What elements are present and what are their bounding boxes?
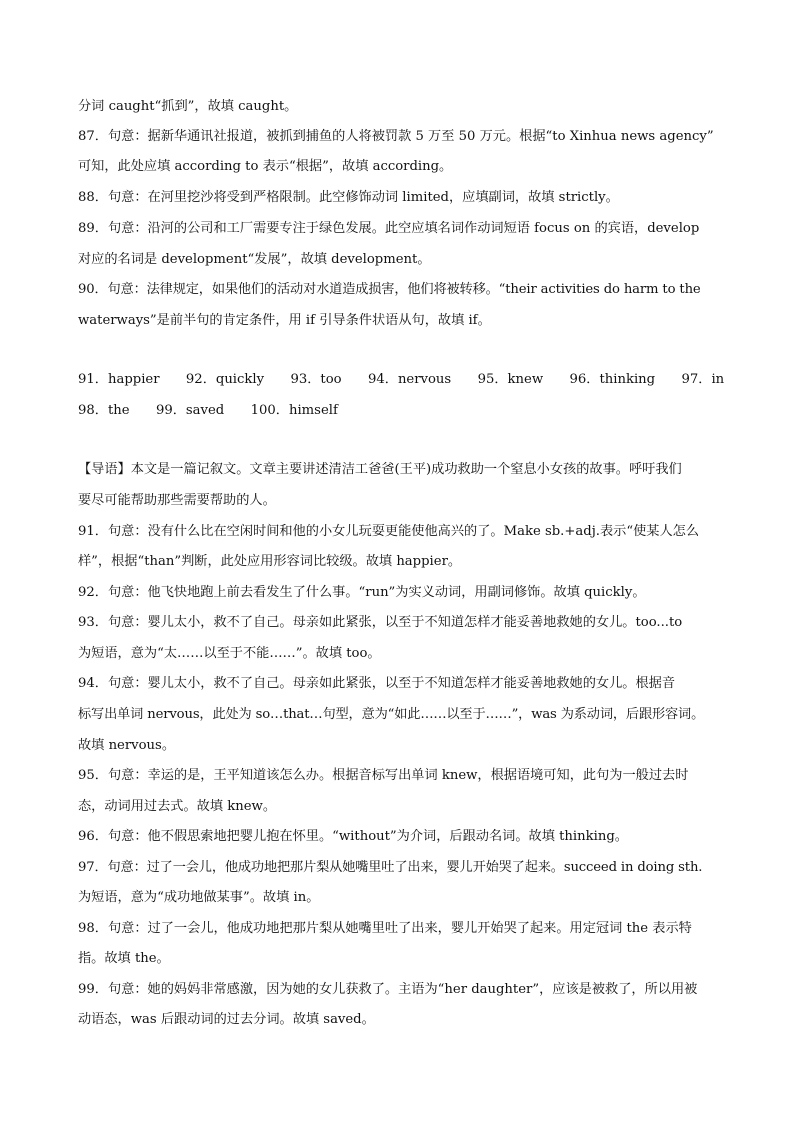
text-line: 指。故填 the。 xyxy=(78,951,170,966)
text-line: 88．句意：在河里挖沙将受到严格限制。此空修饰动词 limited，应填副词，故填 strictly。 xyxy=(78,190,619,205)
text-line: 为短语，意为“成功地做某事”。故填 in。 xyxy=(78,890,320,905)
text-line: 99．句意：她的妈妈非常感激，因为她的女儿获救了。主语为“her daughter”，应该是被救了，所以用被 xyxy=(78,982,698,997)
text-line: 可知，此处应填 according to 表示“根据”，故填 according。 xyxy=(78,159,453,174)
text-line: 92．句意：他飞快地跑上前去看发生了什么事。“run”为实义动词，用副词修饰。故填 quickly。 xyxy=(78,585,646,600)
text-line: 对应的名词是 development“发展”，故填 development。 xyxy=(78,252,431,267)
answer-line: 91．happier 92．quickly 93．too 94．nervous 95．knew 96．thinking 97．in xyxy=(78,372,725,387)
text-line: 分词 caught“抓到”，故填 caught。 xyxy=(78,99,298,114)
text-line: 动语态，was 后跟动词的过去分词。故填 saved。 xyxy=(78,1012,375,1027)
text-line: 标写出单词 nervous，此处为 so…that…句型，意为“如此……以至于……”，was 为系动词，后跟形容词。 xyxy=(78,707,705,722)
text-line: 94．句意：婴儿太小，救不了自己。母亲如此紧张，以至于不知道怎样才能妥善地救她的女儿。根据音 xyxy=(78,676,676,691)
text-line: 98．句意：过了一会儿，他成功地把那片梨从她嘴里吐了出来，婴儿开始哭了起来。用定冠词 the 表示特 xyxy=(78,921,692,936)
text-line: 态，动词用过去式。故填 knew。 xyxy=(78,799,277,814)
text-line: waterways”是前半句的肯定条件，用 if 引导条件状语从句，故填 if。 xyxy=(78,313,491,328)
text-line: 87．句意：据新华通讯社报道，被抓到捕鱼的人将被罚款 5 万至 50 万元。根据“to Xinhua news agency” xyxy=(78,129,714,144)
text-line: 93．句意：婴儿太小，救不了自己。母亲如此紧张，以至于不知道怎样才能妥善地救她的女儿。too...to xyxy=(78,615,683,630)
answer-line: 98．the 99．saved 100．himself xyxy=(78,403,338,418)
text-line: 97．句意：过了一会儿，他成功地把那片梨从她嘴里吐了出来，婴儿开始哭了起来。succeed in doing sth. xyxy=(78,860,703,875)
text-line: 要尽可能帮助那些需要帮助的人。 xyxy=(78,493,276,508)
text-line: 96．句意：他不假思索地把婴儿抱在怀里。“without”为介词，后跟动名词。故填 thinking。 xyxy=(78,829,628,844)
text-line: 90．句意：法律规定，如果他们的活动对水道造成损害，他们将被转移。“their activities do harm to the xyxy=(78,282,701,297)
text-line: 故填 nervous。 xyxy=(78,738,176,753)
text-line: 89．句意：沿河的公司和工厂需要专注于绿色发展。此空应填名词作动词短语 focus on 的宾语，develop xyxy=(78,221,700,236)
text-line: 95．句意：幸运的是，王平知道该怎么办。根据音标写出单词 knew，根据语境可知，此句为一般过去时 xyxy=(78,768,689,783)
text-line: 样”，根据“than”判断，此处应用形容词比较级。故填 happier。 xyxy=(78,554,462,569)
text-line: 91．句意：没有什么比在空闲时间和他的小女儿玩耍更能使他高兴的了。Make sb.+adj.表示“使某人怎么 xyxy=(78,524,700,539)
text-line: 为短语，意为“太……以至于不能……”。故填 too。 xyxy=(78,646,381,661)
intro-line: 【导语】本文是一篇记叙文。文章主要讲述清洁工爸爸(王平)成功救助一个窒息小女孩的故事。呼吁我们 xyxy=(78,462,682,477)
